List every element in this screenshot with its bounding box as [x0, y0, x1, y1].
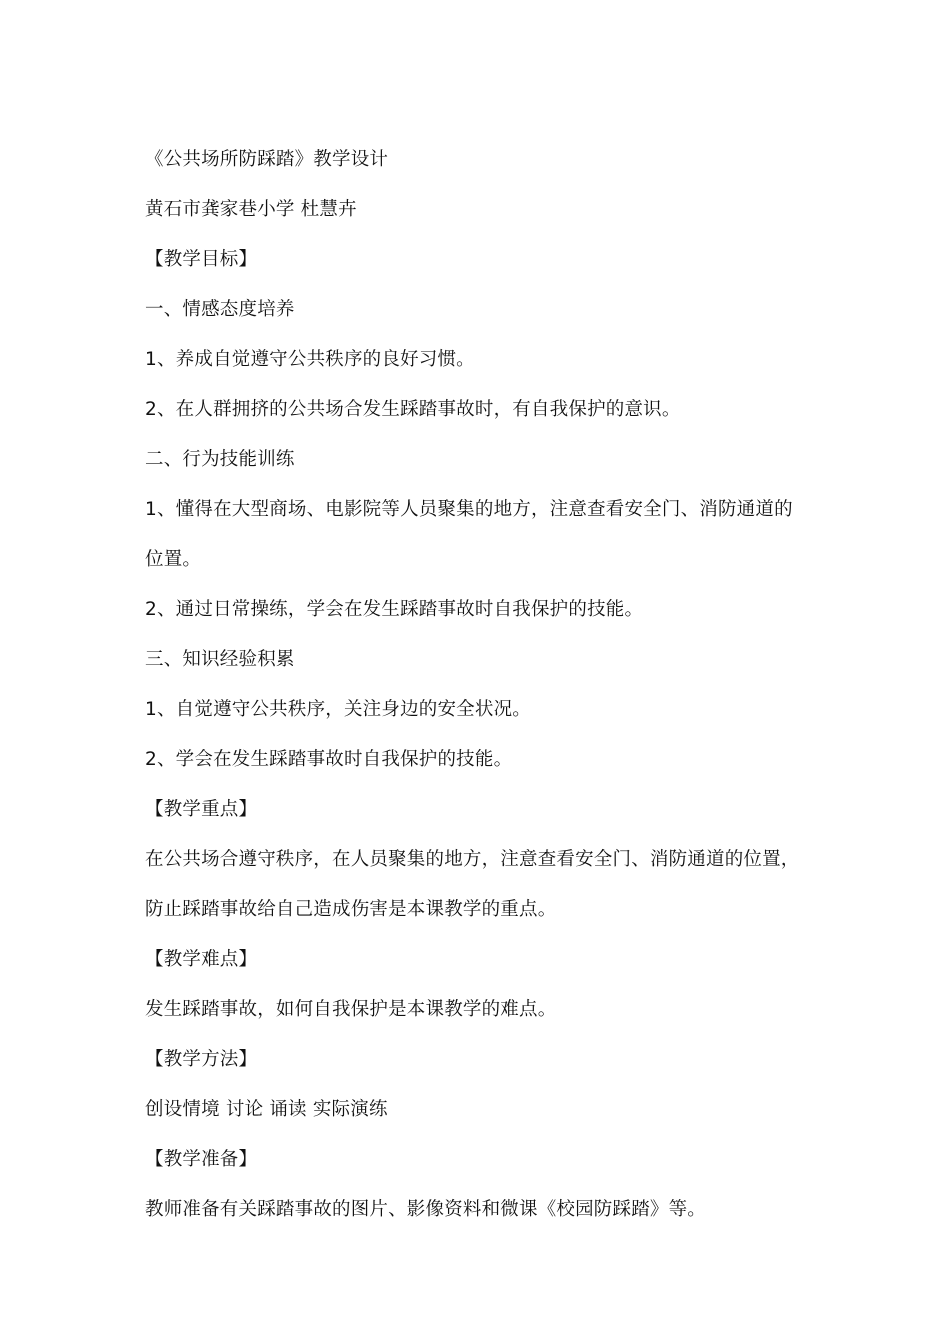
paragraph-line: 教师准备有关踩踏事故的图片、影像资料和微课《校园防踩踏》等。	[145, 1199, 707, 1220]
paragraph-line: 2、学会在发生踩踏事故时自我保护的技能。	[145, 749, 513, 770]
paragraph-line: 位置。	[145, 549, 202, 570]
section-heading-key-points: 【教学重点】	[145, 799, 258, 820]
paragraph-line: 防止踩踏事故给自己造成伤害是本课教学的重点。	[145, 899, 557, 920]
section-heading-objectives: 【教学目标】	[145, 249, 258, 270]
author-line: 黄石市龚家巷小学 杜慧卉	[145, 199, 357, 220]
subheading-emotion: 一、情感态度培养	[145, 299, 295, 320]
section-heading-difficulties: 【教学难点】	[145, 949, 258, 970]
paragraph-line: 2、通过日常操练，学会在发生踩踏事故时自我保护的技能。	[145, 599, 644, 620]
subheading-knowledge: 三、知识经验积累	[145, 649, 295, 670]
document-title: 《公共场所防踩踏》教学设计	[145, 149, 389, 170]
subheading-skills: 二、行为技能训练	[145, 449, 295, 470]
paragraph-line: 1、懂得在大型商场、电影院等人员聚集的地方，注意查看安全门、消防通道的	[145, 499, 793, 520]
paragraph-line: 1、养成自觉遵守公共秩序的良好习惯。	[145, 349, 475, 370]
paragraph-line: 1、自觉遵守公共秩序，关注身边的安全状况。	[145, 699, 531, 720]
paragraph-line: 在公共场合遵守秩序，在人员聚集的地方，注意查看安全门、消防通道的位置，	[145, 849, 800, 870]
paragraph-line: 2、在人群拥挤的公共场合发生踩踏事故时，有自我保护的意识。	[145, 399, 681, 420]
section-heading-preparation: 【教学准备】	[145, 1149, 258, 1170]
paragraph-line: 发生踩踏事故，如何自我保护是本课教学的难点。	[145, 999, 557, 1020]
paragraph-line: 创设情境 讨论 诵读 实际演练	[145, 1099, 388, 1120]
document-body	[145, 135, 825, 1235]
section-heading-methods: 【教学方法】	[145, 1049, 258, 1070]
